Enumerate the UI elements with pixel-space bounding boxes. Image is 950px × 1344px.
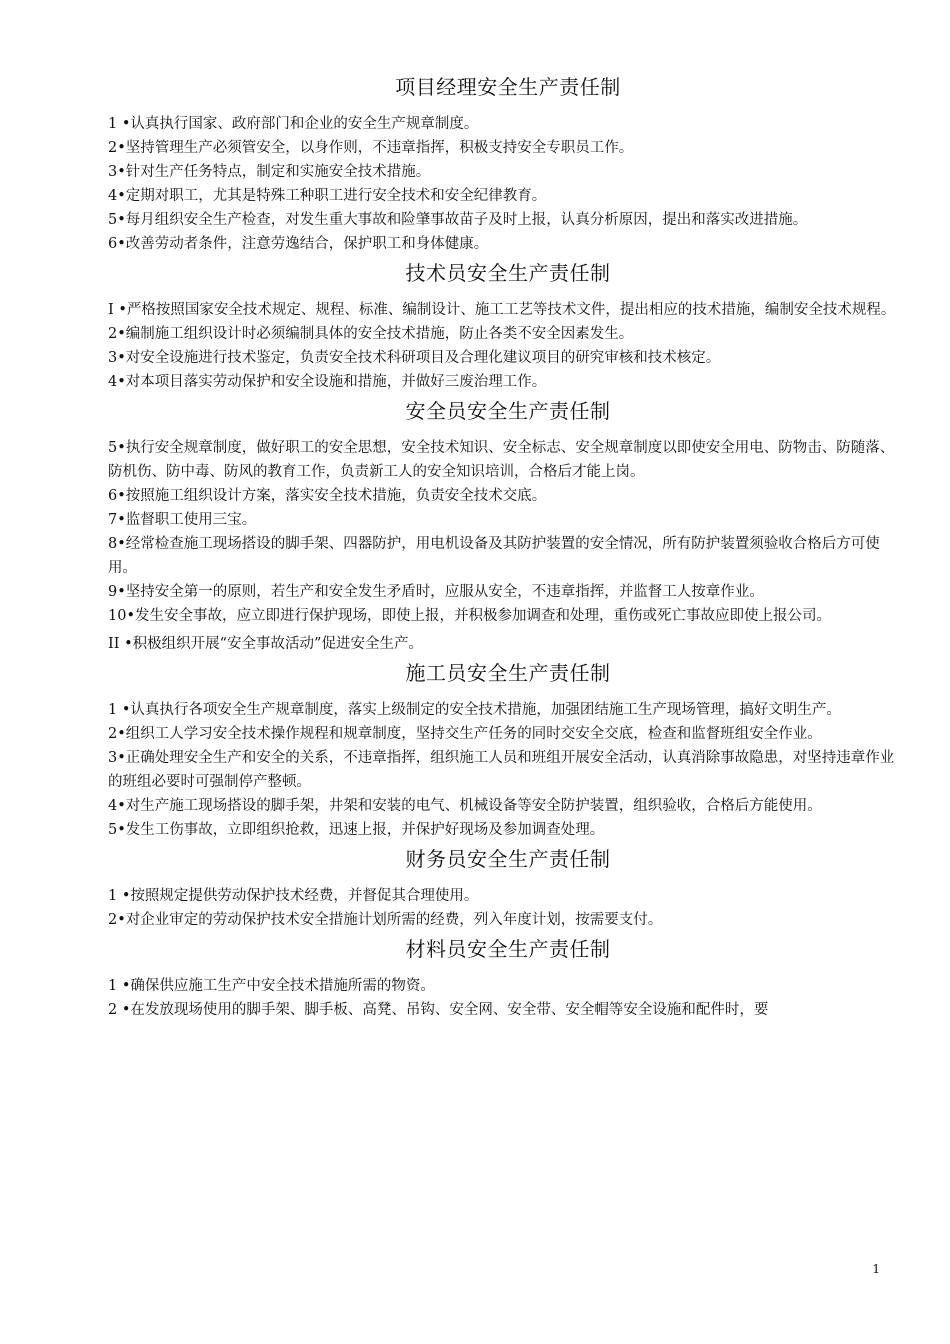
section-safety-officer [108, 396, 898, 656]
clause: 3•正确处理安全生产和安全的关系，不违章指挥，组织施工人员和班组开展安全活动，认真消除事故隐患，对坚持违章作业的班组必要时可强制停产整顿。 [108, 750, 895, 790]
section-construction-worker [108, 658, 898, 842]
page-number: 1 [872, 1262, 880, 1276]
clause: 2•对企业审定的劳动保护技术安全措施计划所需的经费，列入年度计划，按需要支付。 [108, 912, 663, 928]
clause: 4•对本项目落实劳动保护和安全设施和措施，并做好三废治理工作。 [108, 374, 547, 390]
clause: 10•发生安全事故，应立即进行保护现场，即使上报，并积极参加调查和处理，重伤或死亡事故应即使上报公司。 [108, 608, 831, 624]
clause: 2•坚持管理生产必须管安全，以身作则，不违章指挥，积极支持安全专职员工作。 [108, 140, 634, 156]
clause: 1 •按照规定提供劳动保护技术经费，并督促其合理使用。 [108, 888, 479, 904]
clause: II •积极组织开展“安全事故活动”促进安全生产。 [108, 636, 423, 652]
section-title: 施工员安全生产责任制 [405, 661, 611, 685]
clause: 2•编制施工组织设计时必须编制具体的安全技术措施，防止各类不安全因素发生。 [108, 326, 634, 342]
section-technician [108, 258, 898, 394]
section-title: 安全员安全生产责任制 [405, 399, 611, 423]
section-materials-officer [108, 934, 898, 1022]
clause: 2•组织工人学习安全技术操作规程和规章制度，坚持交生产任务的同时交安全交底，检查和监督班组安全作业。 [108, 726, 822, 742]
clause: I •严格按照国家安全技术规定、规程、标准、编制设计、施工工艺等技术文件，提出相应的技术措施，编制安全技术规程。 [108, 302, 896, 318]
clause: 5•执行安全规章制度，做好职工的安全思想，安全技术知识、安全标志、安全规章制度以即使安全用电、防物击、防随落、防机伤、防中毒、防风的教育工作，负责新工人的安全知识培训，合格后才能上岗。 [108, 440, 895, 480]
section-title: 财务员安全生产责任制 [405, 847, 611, 871]
clause: 4•定期对职工，尤其是特殊工种职工进行安全技术和安全纪律教育。 [108, 188, 547, 204]
section-title: 技术员安全生产责任制 [405, 261, 611, 285]
clause: 8•经常检查施工现场搭设的脚手架、四器防护，用电机设备及其防护装置的安全情况，所有防护装置须验收合格后方可使用。 [108, 536, 880, 576]
clause: 5•每月组织安全生产检查，对发生重大事故和险肇事故苗子及时上报，认真分析原因，提出和落实改进措施。 [108, 212, 808, 228]
section-title: 材料员安全生产责任制 [405, 937, 611, 961]
clause: 2 •在发放现场使用的脚手架、脚手板、高凳、吊钩、安全网、安全带、安全帽等安全设施和配件时，要 [108, 1002, 769, 1018]
clause: 7•监督职工使用三宝。 [108, 512, 257, 528]
clause: 9•坚持安全第一的原则，若生产和安全发生矛盾时，应服从安全，不违章指挥，并监督工人按章作业。 [108, 584, 764, 600]
clause: 1 •确保供应施工生产中安全技术措施所需的物资。 [108, 978, 435, 994]
clause: 3•对安全设施进行技术鉴定，负责安全技术科研项目及合理化建议项目的研究审核和技术核定。 [108, 350, 721, 366]
clause: 1 •认真执行国家、政府部门和企业的安全生产规章制度。 [108, 116, 479, 132]
section-title: 项目经理安全生产责任制 [395, 75, 621, 99]
clause: 4•对生产施工现场搭设的脚手架，井架和安装的电气、机械设备等安全防护装置，组织验收，合格后方能使用。 [108, 798, 822, 814]
clause: 6•改善劳动者条件，注意劳逸结合，保护职工和身体健康。 [108, 236, 489, 252]
clause: 1 •认真执行各项安全生产规章制度，落实上级制定的安全技术措施，加强团结施工生产现场管理，搞好文明生产。 [108, 702, 841, 718]
section-project-manager [108, 72, 898, 256]
clause: 3•针对生产任务特点，制定和实施安全技术措施。 [108, 164, 431, 180]
section-finance-officer [108, 844, 898, 932]
clause: 5•发生工伤事故，立即组织抢救，迅速上报，并保护好现场及参加调查处理。 [108, 822, 605, 838]
document-body [108, 72, 898, 1022]
clause: 6•按照施工组织设计方案，落实安全技术措施，负责安全技术交底。 [108, 488, 547, 504]
